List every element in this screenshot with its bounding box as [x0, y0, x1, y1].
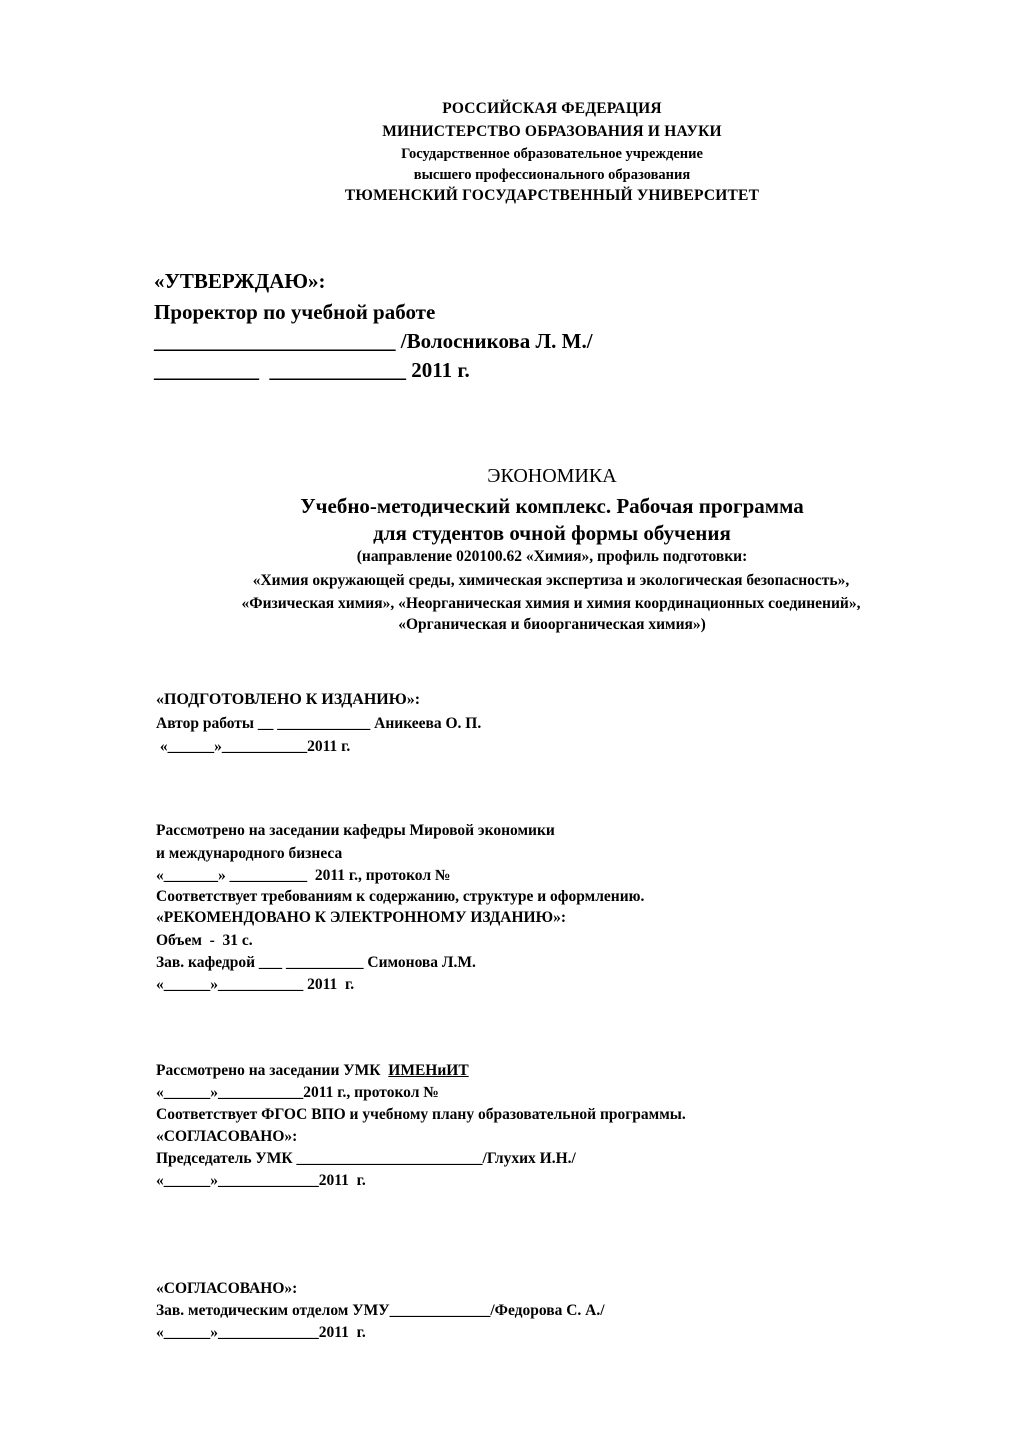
approval-position: Проректор по учебной работе: [154, 300, 436, 324]
header-university: ТЮМЕНСКИЙ ГОСУДАРСТВЕННЫЙ УНИВЕРСИТЕТ: [344, 187, 760, 204]
umk-line-6: «______»_____________2011 г.: [156, 1172, 366, 1189]
doc-type: Учебно-методический комплекс. Рабочая программа: [300, 494, 804, 518]
department-line-4: Соответствует требованиям к содержанию, структуре и оформлению.: [156, 888, 645, 905]
umk-line-1: [156, 1063, 469, 1079]
direction: (направление 020100.62 «Химия», профиль подготовки:: [356, 548, 748, 565]
umk-line-5: Председатель УМК ________________________/Глухих И.Н./: [156, 1150, 576, 1167]
department-line-1: Рассмотрено на заседании кафедры Мировой экономики: [156, 822, 555, 839]
prepared-date-line: «______»___________2011 г.: [156, 738, 351, 755]
prepared-author-line: Автор работы __ ____________ Аникеева О. П.: [156, 715, 482, 732]
header-country: РОССИЙСКАЯ ФЕДЕРАЦИЯ: [442, 100, 662, 117]
umu-line-2: Зав. методическим отделом УМУ_____________/Федорова С. А./: [156, 1302, 605, 1319]
prepared-heading: «ПОДГОТОВЛЕНО К ИЗДАНИЮ»:: [156, 691, 421, 708]
subject-title: ЭКОНОМИКА: [487, 465, 617, 487]
header-institution-level: высшего профессионального образования: [413, 167, 691, 183]
umk-institute: ИМЕНиИТ: [388, 1062, 469, 1079]
audience: для студентов очной формы обучения: [373, 521, 731, 545]
umk-line-4: «СОГЛАСОВАНО»:: [156, 1128, 298, 1145]
department-line-3: «_______» __________ 2011 г., протокол №: [156, 867, 451, 884]
umk-line-3: Соответствует ФГОС ВПО и учебному плану образовательной программы.: [156, 1106, 686, 1123]
department-line-6: Объем - 31 с.: [156, 932, 253, 949]
umu-line-1: «СОГЛАСОВАНО»:: [156, 1280, 298, 1297]
approval-signature-line: _______________________ /Волосникова Л. М./: [154, 329, 593, 353]
department-line-5: «РЕКОМЕНДОВАНО К ЭЛЕКТРОННОМУ ИЗДАНИЮ»:: [156, 909, 566, 926]
profile-line-2: «Физическая химия», «Неорганическая химия и химия координационных соединений»,: [241, 595, 861, 612]
department-line-7: Зав. кафедрой ___ __________ Симонова Л.М.: [156, 954, 476, 971]
department-line-8: «______»___________ 2011 г.: [156, 976, 355, 993]
umk-line-2: «______»___________2011 г., протокол №: [156, 1084, 439, 1101]
approval-heading: «УТВЕРЖДАЮ»:: [154, 269, 326, 293]
department-line-2: и международного бизнеса: [156, 845, 343, 862]
umk-line-1-prefix: Рассмотрено на заседании УМК: [156, 1062, 389, 1079]
header-institution-type: Государственное образовательное учреждение: [401, 146, 703, 162]
umu-line-3: «______»_____________2011 г.: [156, 1324, 366, 1341]
profile-line-3: «Органическая и биоорганическая химия»): [398, 616, 706, 633]
approval-date-line: __________ _____________ 2011 г.: [154, 358, 470, 382]
header-ministry: МИНИСТЕРСТВО ОБРАЗОВАНИЯ И НАУКИ: [382, 123, 722, 140]
profile-line-1: «Химия окружающей среды, химическая экспертиза и экологическая безопасность»,: [252, 572, 850, 589]
